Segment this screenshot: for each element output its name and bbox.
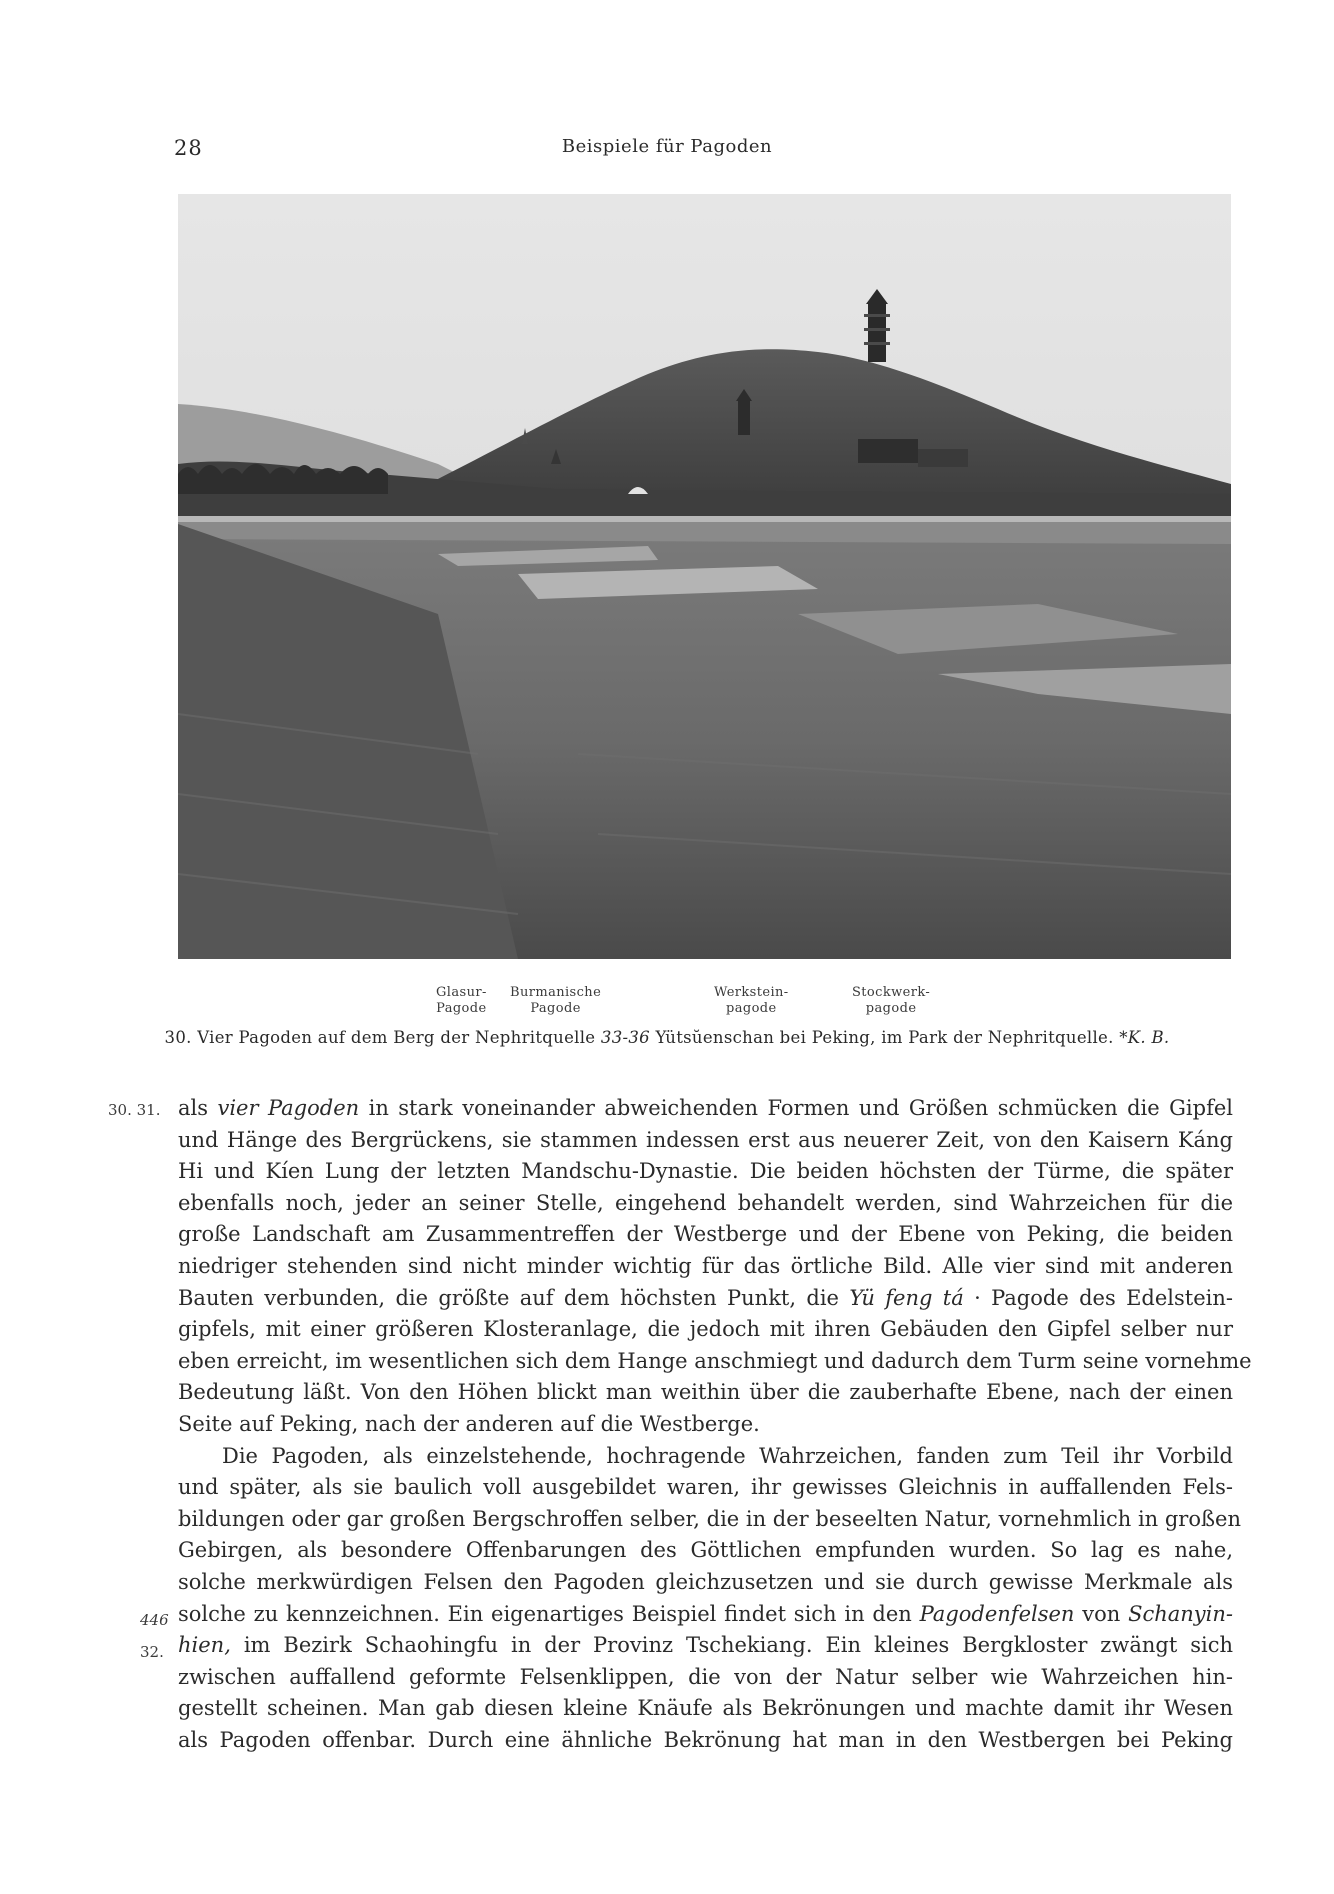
text-line: ebenfalls noch, jeder an seiner Stelle, eingehend behandelt werden, sind Wahrzeichen für die — [178, 1190, 1233, 1215]
page-number: 28 — [174, 136, 203, 160]
text-line: Gebirgen, als besondere Offenbarungen des Göttlichen empfunden wurden. So lag es nahe, — [178, 1538, 1233, 1563]
margin-note-page-ref: 446 — [140, 1611, 169, 1629]
margin-note-figure-refs: 30. 31. — [108, 1101, 161, 1119]
running-title: Beispiele für Pagoden — [561, 136, 773, 157]
text-line: als vier Pagoden in stark voneinander abweichenden Formen und Größen schmücken die Gipfel — [178, 1096, 1233, 1120]
text-line: solche zu kennzeichnen. Ein eigenartiges Beispiel findet sich in den Pagodenfelsen von Schanyin- — [178, 1601, 1233, 1626]
pagoda-hill-photograph — [178, 194, 1231, 959]
text-line: Hi und Kíen Lung der letzten Mandschu-Dynastie. Die beiden höchsten der Türme, die später — [178, 1159, 1233, 1184]
text-line: Seite auf Peking, nach der anderen auf die Westberge. — [178, 1411, 760, 1436]
text-line: große Landschaft am Zusammentreffen der Westberge und der Ebene von Peking, die beiden — [178, 1222, 1233, 1247]
text-line: Die Pagoden, als einzelstehende, hochragende Wahrzeichen, fanden zum Teil ihr Vorbild — [222, 1443, 1233, 1468]
label-werkstein-pagode: Werkstein- pagode — [714, 985, 789, 1016]
caption-text: Vier Pagoden auf dem Berg der Nephritquelle — [197, 1028, 596, 1047]
body-text — [178, 1093, 1252, 1756]
text-line: gestellt scheinen. Man gab diesen kleine Knäufe als Bekrönungen und machte damit ihr Wesen — [178, 1696, 1233, 1721]
text-line: solche merkwürdigen Felsen den Pagoden gleichzusetzen und sie durch gewisse Merkmale als — [178, 1569, 1233, 1594]
label-burmanische-pagode: Burmanische Pagode — [510, 985, 602, 1016]
text-line: gipfels, mit einer größeren Klosteranlage, die jedoch mit ihren Gebäuden den Gipfel selber nur — [178, 1317, 1233, 1342]
text-line: als Pagoden offenbar. Durch eine ähnliche Bekrönung hat man in den Westbergen bei Peking — [178, 1727, 1233, 1752]
text-line: zwischen auffallend geformte Felsenklippen, die von der Natur selber wie Wahrzeichen hin- — [178, 1664, 1233, 1689]
margin-note-figure-32: 32. — [140, 1643, 164, 1661]
text-line: hien, im Bezirk Schaohingfu in der Provinz Tschekiang. Ein kleines Bergkloster zwängt sich — [178, 1633, 1233, 1658]
text-line: und Hänge des Bergrückens, sie stammen indessen erst aus neuerer Zeit, von den Kaisern Káng — [178, 1127, 1233, 1152]
text-line: und später, als sie baulich voll ausgebildet waren, ihr gewisses Gleichnis in auffallenden Fels- — [178, 1475, 1233, 1500]
caption-number: 30. — [164, 1028, 192, 1047]
figure-caption — [0, 1028, 1334, 1047]
caption-refs: 33-36 — [600, 1028, 650, 1047]
text-line: bildungen oder gar großen Bergschroffen selber, die in der beseelten Natur, vornehmlich in großen — [178, 1506, 1241, 1531]
label-stockwerk-pagode: Stockwerk- pagode — [852, 985, 931, 1016]
text-line: Bauten verbunden, die größte auf dem höchsten Punkt, die Yü feng tá · Pagode des Edelstein- — [178, 1285, 1233, 1310]
caption-credit: *K. B. — [1119, 1028, 1170, 1047]
label-glasur-pagode: Glasur- Pagode — [436, 985, 487, 1016]
text-line: Bedeutung läßt. Von den Höhen blickt man weithin über die zauberhafte Ebene, nach der einen — [178, 1380, 1233, 1405]
caption-rest: Yütsŭenschan bei Peking, im Park der Nephritquelle. — [655, 1028, 1114, 1047]
text-line: eben erreicht, im wesentlichen sich dem Hange anschmiegt und dadurch dem Turm seine vornehme — [178, 1348, 1252, 1373]
text-line: niedriger stehenden sind nicht minder wichtig für das örtliche Bild. Alle vier sind mit anderen — [178, 1253, 1233, 1278]
